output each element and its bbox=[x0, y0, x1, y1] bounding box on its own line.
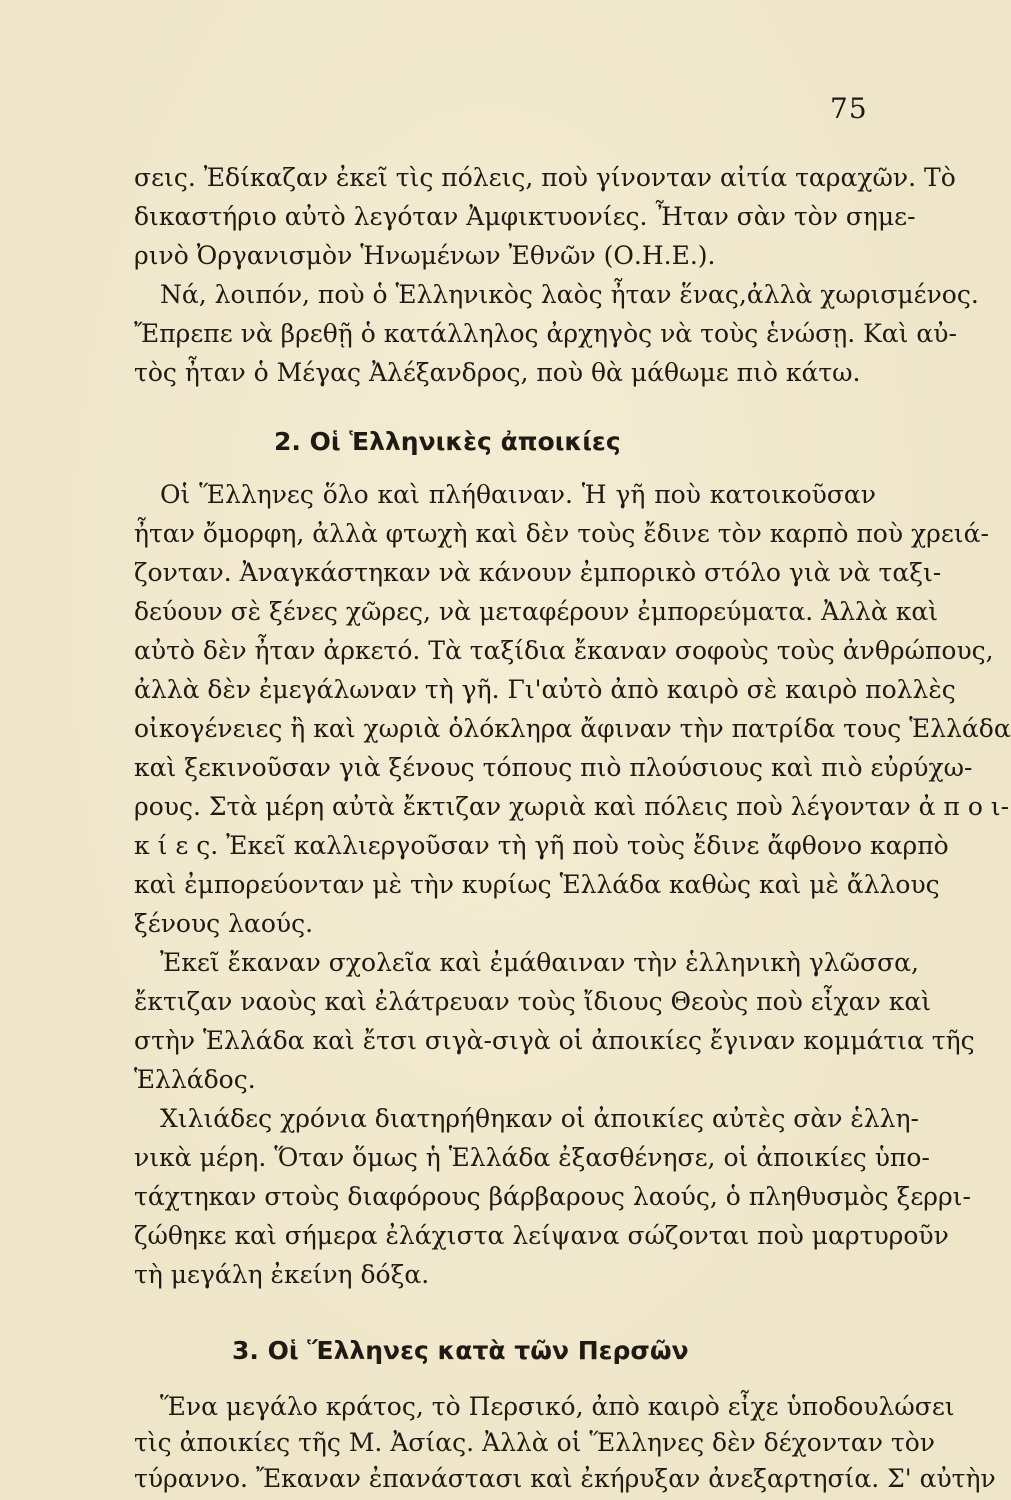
text-line: αὐτὸ δὲν ἦταν ἀρκετό. Τὰ ταξίδια ἔκαναν σοφοὺς τοὺς ἀνθρώπους, bbox=[134, 636, 994, 665]
text-line: σεις. Ἐδίκαζαν ἐκεῖ τὶς πόλεις, ποὺ γίνονταν αἰτία ταραχῶν. Τὸ bbox=[134, 163, 956, 192]
text-line: Ἐκεῖ ἔκαναν σχολεῖα καὶ ἐμάθαιναν τὴν ἑλληνικὴ γλῶσσα, bbox=[160, 948, 919, 977]
text-line: Ἕνα μεγάλο κράτος, τὸ Περσικό, ἀπὸ καιρὸ εἶχε ὑποδουλώσει bbox=[160, 1392, 955, 1421]
section-3-heading: 3. Οἱ Ἕλληνες κατὰ τῶν Περσῶν bbox=[232, 1336, 689, 1365]
text-line: καὶ ξεκινοῦσαν γιὰ ξένους τόπους πιὸ πλούσιους καὶ πιὸ εὐρύχω- bbox=[134, 753, 973, 782]
text-line: καὶ ἐμπορεύονταν μὲ τὴν κυρίως Ἑλλάδα καθὼς καὶ μὲ ἄλλους bbox=[134, 870, 940, 899]
text-line: Οἱ Ἕλληνες ὅλο καὶ πλήθαιναν. Ἡ γῆ ποὺ κατοικοῦσαν bbox=[160, 480, 876, 509]
text-line: ζονταν. Ἀναγκάστηκαν νὰ κάνουν ἐμπορικὸ στόλο γιὰ νὰ ταξι- bbox=[134, 558, 942, 587]
section-2-heading: 2. Οἱ Ἑλληνικὲς ἀποικίες bbox=[274, 427, 621, 456]
text-line: ἦταν ὄμορφη, ἀλλὰ φτωχὴ καὶ δὲν τοὺς ἔδινε τὸν καρπὸ ποὺ χρειά- bbox=[134, 519, 989, 548]
text-line: Ἑλλάδος. bbox=[134, 1065, 256, 1094]
text-line: δικαστήριο αὐτὸ λεγόταν Ἀμφικτυονίες. Ἦταν σὰν τὸν σημε- bbox=[134, 202, 916, 231]
text-line: στὴν Ἑλλάδα καὶ ἔτσι σιγὰ-σιγὰ οἱ ἀποικίες ἔγιναν κομμάτια τῆς bbox=[134, 1026, 975, 1055]
text-line: δεύουν σὲ ξένες χῶρες, νὰ μεταφέρουν ἐμπορεύματα. Ἀλλὰ καὶ bbox=[134, 597, 939, 626]
text-line: ξένους λαούς. bbox=[134, 909, 314, 938]
text-line: Νά, λοιπόν, ποὺ ὁ Ἑλληνικὸς λαὸς ἦταν ἕνας,ἀλλὰ χωρισμένος. bbox=[160, 280, 979, 309]
text-line: νικὰ μέρη. Ὅταν ὅμως ἡ Ἑλλάδα ἐξασθένησε, οἱ ἀποικίες ὑπο- bbox=[134, 1143, 930, 1172]
text-line: ρους. Στὰ μέρη αὐτὰ ἔκτιζαν χωριὰ καὶ πόλεις ποὺ λέγονταν ἀ π ο ι- bbox=[134, 792, 1010, 821]
text-line: τὴ μεγάλη ἐκείνη δόξα. bbox=[134, 1260, 430, 1289]
text-line: τὸς ἦταν ὁ Μέγας Ἀλέξανδρος, ποὺ θὰ μάθωμε πιὸ κάτω. bbox=[134, 358, 861, 387]
text-line: ἔκτιζαν ναοὺς καὶ ἐλάτρευαν τοὺς ἴδιους Θεοὺς ποὺ εἶχαν καὶ bbox=[134, 987, 932, 1016]
text-line: κ ί ε ς. Ἐκεῖ καλλιεργοῦσαν τὴ γῆ ποὺ τοὺς ἔδινε ἄφθονο καρπὸ bbox=[134, 831, 949, 860]
text-line: ἀλλὰ δὲν ἐμεγάλωναν τὴ γῆ. Γι'αὐτὸ ἀπὸ καιρὸ σὲ καιρὸ πολλὲς bbox=[134, 675, 956, 704]
page-number: 75 bbox=[830, 92, 868, 125]
text-line: τὶς ἀποικίες τῆς Μ. Ἀσίας. Ἀλλὰ οἱ Ἕλληνες δὲν δέχονταν τὸν bbox=[134, 1428, 935, 1457]
text-line: τάχτηκαν στοὺς διαφόρους βάρβαρους λαούς, ὁ πληθυσμὸς ξερρι- bbox=[134, 1182, 971, 1211]
text-line: ζώθηκε καὶ σήμερα ἐλάχιστα λείψανα σώζονται ποὺ μαρτυροῦν bbox=[134, 1221, 949, 1250]
text-line: ρινὸ Ὀργανισμὸν Ἡνωμένων Ἐθνῶν (Ο.Η.Ε.). bbox=[134, 241, 716, 270]
text-line: οἰκογένειες ἢ καὶ χωριὰ ὁλόκληρα ἄφιναν τὴν πατρίδα τους Ἑλλάδα bbox=[134, 714, 1011, 743]
text-line: τύραννο. Ἔκαναν ἐπανάστασι καὶ ἐκήρυξαν ἀνεξαρτησία. Σ' αὐτὴν bbox=[134, 1464, 996, 1493]
text-line: Ἔπρεπε νὰ βρεθῇ ὁ κατάλληλος ἀρχηγὸς νὰ τοὺς ἑνώσῃ. Καὶ αὐ- bbox=[134, 319, 957, 348]
text-line: Χιλιάδες χρόνια διατηρήθηκαν οἱ ἀποικίες αὐτὲς σὰν ἑλλη- bbox=[160, 1104, 919, 1133]
